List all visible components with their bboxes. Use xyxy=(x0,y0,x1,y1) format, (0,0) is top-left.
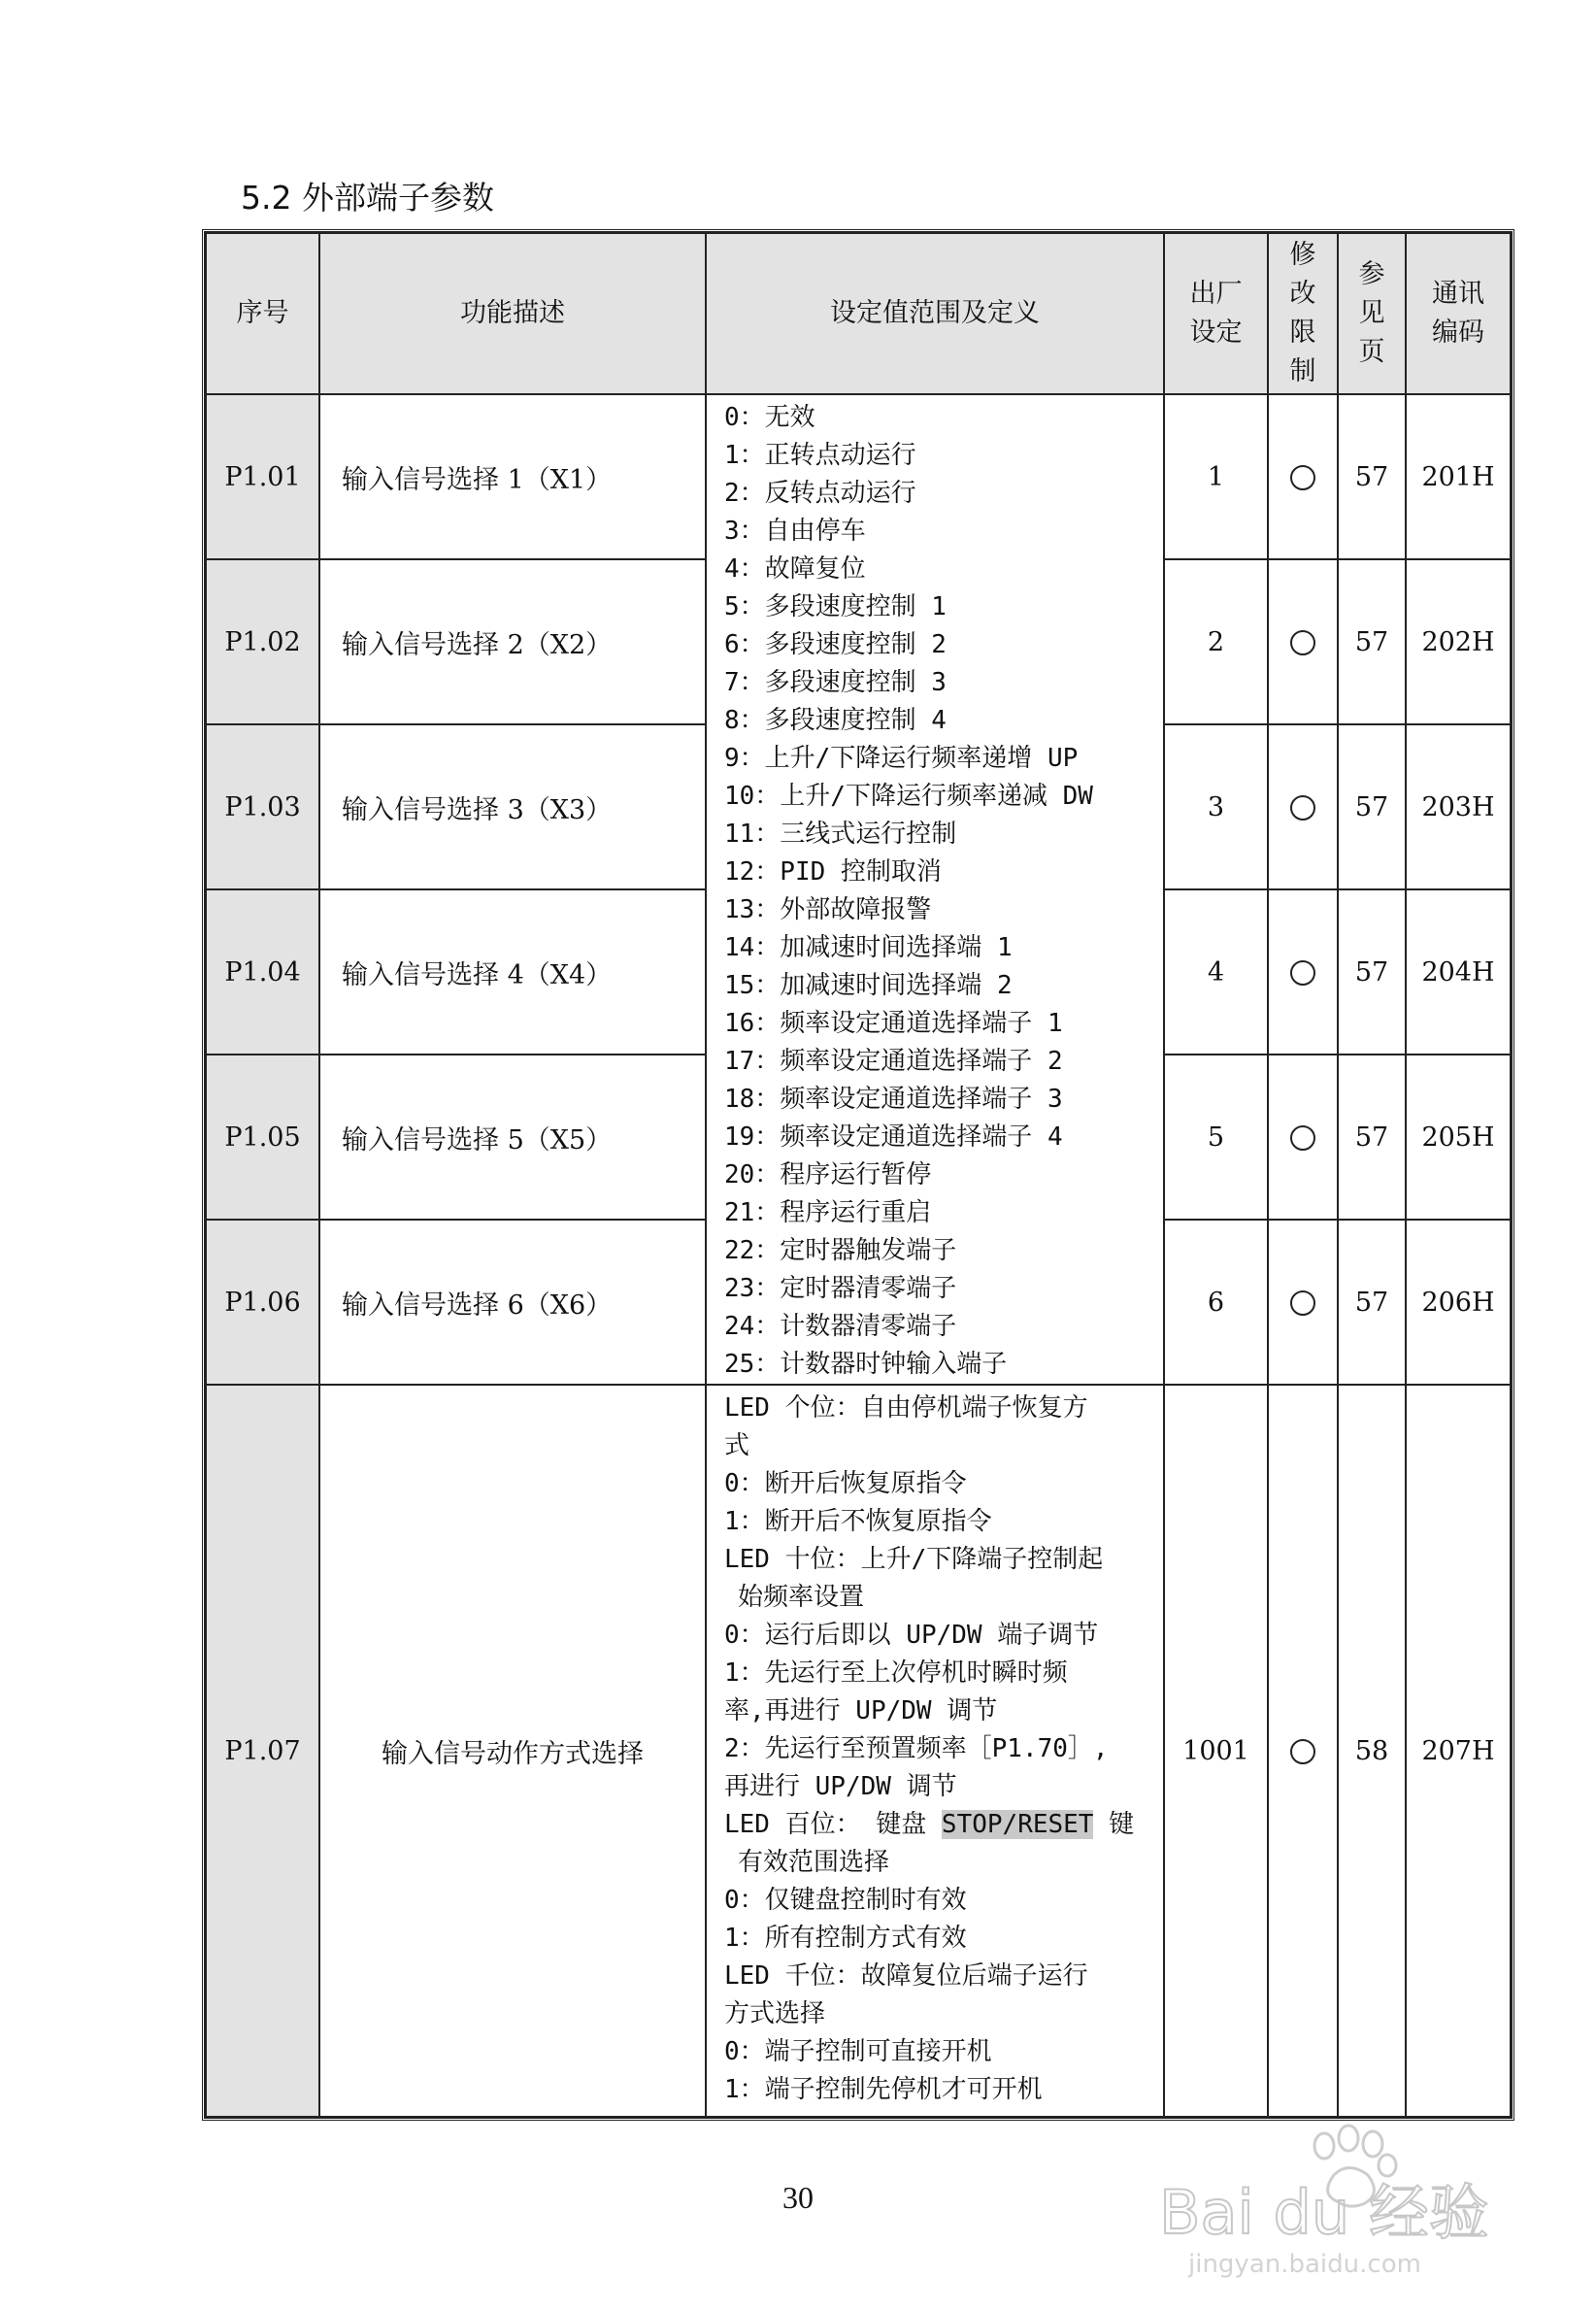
circle-icon xyxy=(1290,630,1315,655)
comm-code: 206H xyxy=(1406,1220,1511,1385)
option-line: 11：三线式运行控制 xyxy=(724,820,957,849)
modify-limit xyxy=(1268,889,1338,1055)
circle-icon xyxy=(1290,1739,1315,1764)
comm-code: 207H xyxy=(1406,1385,1511,2117)
stop-reset-highlight: STOP/RESET xyxy=(941,1810,1094,1839)
circle-icon xyxy=(1290,1125,1315,1151)
param-code: P1.01 xyxy=(206,394,319,559)
modify-limit xyxy=(1268,1385,1338,2117)
setting-line: 1：先运行至上次停机时瞬时频 xyxy=(724,1658,1068,1688)
setting-line: 0：端子控制可直接开机 xyxy=(724,2037,992,2066)
header-factory-line: 出厂 xyxy=(1189,279,1243,309)
circle-icon xyxy=(1290,1290,1315,1316)
setting-line: 0：运行后即以 UP/DW 端子调节 xyxy=(724,1621,1099,1650)
setting-line: 方式选择 xyxy=(724,1999,826,2028)
option-line: 25：计数器时钟输入端子 xyxy=(724,1350,1008,1379)
header-ref-line: 页 xyxy=(1358,337,1385,367)
modify-limit xyxy=(1268,394,1338,559)
input-options-list xyxy=(706,394,1164,1385)
setting-line: 率,再进行 UP/DW 调节 xyxy=(724,1696,998,1725)
comm-code: 201H xyxy=(1406,394,1511,559)
circle-icon xyxy=(1290,465,1315,490)
header-factory xyxy=(1164,233,1268,394)
function-desc: 输入信号动作方式选择 xyxy=(319,1385,706,2117)
header-comm xyxy=(1406,233,1511,394)
ref-page: 57 xyxy=(1338,1220,1406,1385)
param-code: P1.04 xyxy=(206,889,319,1055)
option-line: 24：计数器清零端子 xyxy=(724,1312,957,1341)
option-line: 7：多段速度控制 3 xyxy=(724,668,947,697)
factory-value: 2 xyxy=(1164,559,1268,724)
param-code: P1.03 xyxy=(206,724,319,889)
option-line: 15：加减速时间选择端 2 xyxy=(724,971,1013,1000)
option-line: 2：反转点动运行 xyxy=(724,479,916,508)
option-line: 4：故障复位 xyxy=(724,554,866,584)
table-row xyxy=(206,1385,1511,2117)
ref-page: 57 xyxy=(1338,1055,1406,1220)
p107-settings xyxy=(706,1385,1164,2117)
setting-line: 再进行 UP/DW 调节 xyxy=(724,1772,957,1801)
ref-page: 57 xyxy=(1338,889,1406,1055)
param-code: P1.07 xyxy=(206,1385,319,2117)
factory-value: 5 xyxy=(1164,1055,1268,1220)
header-modify-line: 修 xyxy=(1289,240,1316,270)
header-modify xyxy=(1268,233,1338,394)
option-line: 6：多段速度控制 2 xyxy=(724,630,947,659)
function-desc: 输入信号选择 2（X2） xyxy=(319,559,706,724)
option-line: 21：程序运行重启 xyxy=(724,1198,932,1227)
setting-line: LED 十位：上升/下降端子控制起 xyxy=(724,1545,1104,1574)
function-desc: 输入信号选择 1（X1） xyxy=(319,394,706,559)
header-function: 功能描述 xyxy=(319,233,706,394)
modify-limit xyxy=(1268,724,1338,889)
function-desc: 输入信号选择 4（X4） xyxy=(319,889,706,1055)
setting-line: 1：端子控制先停机才可开机 xyxy=(724,2075,1043,2104)
setting-line: LED 千位：故障复位后端子运行 xyxy=(724,1961,1088,1991)
option-line: 13：外部故障报警 xyxy=(724,895,932,924)
header-comm-line: 通讯 xyxy=(1432,279,1484,309)
setting-line: 式 xyxy=(724,1431,750,1460)
comm-code: 202H xyxy=(1406,559,1511,724)
header-modify-line: 限 xyxy=(1289,318,1316,348)
page-number: 30 xyxy=(782,2180,814,2215)
option-line: 0：无效 xyxy=(724,403,815,432)
comm-code: 205H xyxy=(1406,1055,1511,1220)
option-line: 12：PID 控制取消 xyxy=(724,857,942,887)
option-line: 20：程序运行暂停 xyxy=(724,1160,932,1189)
baidu-watermark-logo xyxy=(1149,2117,1538,2282)
option-line: 18：频率设定通道选择端子 3 xyxy=(724,1085,1063,1114)
header-ref-line: 见 xyxy=(1358,298,1385,328)
option-line: 3：自由停车 xyxy=(724,517,866,546)
modify-limit xyxy=(1268,1055,1338,1220)
setting-line-hundreds xyxy=(724,1806,1153,1844)
circle-icon xyxy=(1290,960,1315,986)
factory-value: 1 xyxy=(1164,394,1268,559)
param-code: P1.05 xyxy=(206,1055,319,1220)
setting-line: 0：仅键盘控制时有效 xyxy=(724,1886,967,1915)
comm-code: 203H xyxy=(1406,724,1511,889)
option-line: 16：频率设定通道选择端子 1 xyxy=(724,1009,1063,1038)
section-title: 5.2 外部端子参数 xyxy=(241,179,494,217)
watermark-url: jingyan.baidu.com xyxy=(1188,2250,1421,2279)
ref-page: 57 xyxy=(1338,724,1406,889)
setting-line: 2：先运行至预置频率［P1.70］, xyxy=(724,1734,1109,1763)
setting-line: 0：断开后恢复原指令 xyxy=(724,1469,967,1498)
setting-line: LED 个位：自由停机端子恢复方 xyxy=(724,1393,1088,1423)
option-line: 23：定时器清零端子 xyxy=(724,1274,957,1303)
option-line: 9：上升/下降运行频率递增 UP xyxy=(724,744,1079,773)
function-desc: 输入信号选择 3（X3） xyxy=(319,724,706,889)
factory-value: 3 xyxy=(1164,724,1268,889)
option-line: 14：加减速时间选择端 1 xyxy=(724,933,1013,962)
factory-value: 1001 xyxy=(1164,1385,1268,2117)
header-modify-line: 制 xyxy=(1289,356,1316,386)
header-ref-line: 参 xyxy=(1358,259,1385,289)
header-row xyxy=(206,233,1511,394)
modify-limit xyxy=(1268,559,1338,724)
header-seq: 序号 xyxy=(206,233,319,394)
option-line: 1：正转点动运行 xyxy=(724,441,916,470)
hundreds-prefix: LED 百位： 键盘 xyxy=(724,1810,942,1839)
param-code: P1.02 xyxy=(206,559,319,724)
ref-page: 57 xyxy=(1338,559,1406,724)
header-comm-line: 编码 xyxy=(1432,318,1484,348)
factory-value: 6 xyxy=(1164,1220,1268,1385)
option-line: 17：频率设定通道选择端子 2 xyxy=(724,1047,1063,1076)
setting-line: 有效范围选择 xyxy=(738,1848,890,1877)
setting-line: 1：断开后不恢复原指令 xyxy=(724,1507,992,1536)
modify-limit xyxy=(1268,1220,1338,1385)
table-row xyxy=(206,394,1511,559)
setting-line: 1：所有控制方式有效 xyxy=(724,1924,967,1953)
hundreds-suffix: 键 xyxy=(1093,1810,1135,1839)
ref-page: 57 xyxy=(1338,394,1406,559)
parameter-table xyxy=(202,229,1514,2121)
watermark-brand: Bai du 经验 xyxy=(1159,2177,1489,2248)
option-line: 8：多段速度控制 4 xyxy=(724,706,947,735)
ref-page: 58 xyxy=(1338,1385,1406,2117)
option-line: 5：多段速度控制 1 xyxy=(724,592,947,621)
option-line: 10：上升/下降运行频率递减 DW xyxy=(724,782,1093,811)
function-desc: 输入信号选择 6（X6） xyxy=(319,1220,706,1385)
function-desc: 输入信号选择 5（X5） xyxy=(319,1055,706,1220)
header-ref xyxy=(1338,233,1406,394)
circle-icon xyxy=(1290,795,1315,821)
option-line: 19：频率设定通道选择端子 4 xyxy=(724,1122,1063,1152)
option-line: 22：定时器触发端子 xyxy=(724,1236,957,1265)
param-code: P1.06 xyxy=(206,1220,319,1385)
header-modify-line: 改 xyxy=(1289,279,1316,309)
setting-line: 始频率设置 xyxy=(738,1583,865,1612)
comm-code: 204H xyxy=(1406,889,1511,1055)
header-factory-line: 设定 xyxy=(1189,318,1243,348)
header-range: 设定值范围及定义 xyxy=(706,233,1164,394)
factory-value: 4 xyxy=(1164,889,1268,1055)
